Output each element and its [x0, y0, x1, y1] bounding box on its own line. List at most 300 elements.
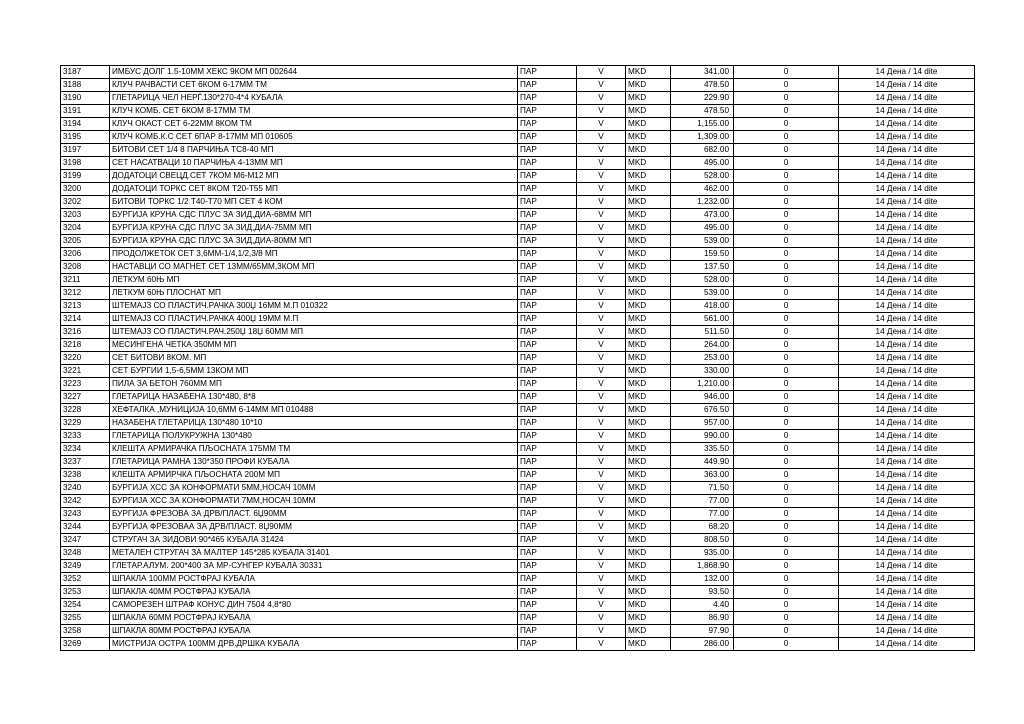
- price-cell: 1,210.00: [671, 378, 734, 391]
- currency-cell: MKD: [626, 417, 671, 430]
- payment-term-cell: 14 Дена / 14 dite: [839, 287, 975, 300]
- currency-cell: MKD: [626, 443, 671, 456]
- price-cell: 511.50: [671, 326, 734, 339]
- currency-cell: MKD: [626, 508, 671, 521]
- unit-cell: ПАР: [518, 625, 577, 638]
- price-cell: 478.50: [671, 79, 734, 92]
- price-cell: 253.00: [671, 352, 734, 365]
- tax-flag-cell: V: [577, 66, 626, 79]
- table-row: [61, 430, 975, 443]
- discount-cell: 0: [734, 118, 839, 131]
- discount-cell: 0: [734, 313, 839, 326]
- payment-term-cell: 14 Дена / 14 dite: [839, 131, 975, 144]
- tax-flag-cell: V: [577, 573, 626, 586]
- discount-cell: 0: [734, 560, 839, 573]
- price-list-sheet: [60, 65, 975, 651]
- table-row: [61, 300, 975, 313]
- table-row: [61, 118, 975, 131]
- item-name-cell: ШПАКЛА 60ММ РОСТФРАЈ КУБАЛА: [110, 612, 518, 625]
- discount-cell: 0: [734, 456, 839, 469]
- tax-flag-cell: V: [577, 235, 626, 248]
- unit-cell: ПАР: [518, 430, 577, 443]
- table-row: [61, 144, 975, 157]
- table-row: [61, 248, 975, 261]
- tax-flag-cell: V: [577, 417, 626, 430]
- item-name-cell: БУРГИЈА ФРЕЗОВАА ЗА ДРВ/ПЛАСТ. 8Џ90ММ: [110, 521, 518, 534]
- currency-cell: MKD: [626, 599, 671, 612]
- tax-flag-cell: V: [577, 443, 626, 456]
- item-name-cell: ШПАКЛА 100ММ РОСТФРАЈ КУБАЛА: [110, 573, 518, 586]
- table-row: [61, 625, 975, 638]
- table-row: [61, 235, 975, 248]
- payment-term-cell: 14 Дена / 14 dite: [839, 209, 975, 222]
- price-cell: 1,868.90: [671, 560, 734, 573]
- item-code-cell: 3253: [61, 586, 110, 599]
- unit-cell: ПАР: [518, 66, 577, 79]
- discount-cell: 0: [734, 430, 839, 443]
- price-cell: 946.00: [671, 391, 734, 404]
- price-cell: 528.00: [671, 170, 734, 183]
- payment-term-cell: 14 Дена / 14 dite: [839, 92, 975, 105]
- item-code-cell: 3216: [61, 326, 110, 339]
- tax-flag-cell: V: [577, 534, 626, 547]
- price-cell: 418.00: [671, 300, 734, 313]
- table-row: [61, 339, 975, 352]
- currency-cell: MKD: [626, 235, 671, 248]
- unit-cell: ПАР: [518, 404, 577, 417]
- payment-term-cell: 14 Дена / 14 dite: [839, 144, 975, 157]
- table-row: [61, 417, 975, 430]
- tax-flag-cell: V: [577, 222, 626, 235]
- payment-term-cell: 14 Дена / 14 dite: [839, 118, 975, 131]
- unit-cell: ПАР: [518, 326, 577, 339]
- table-row: [61, 469, 975, 482]
- currency-cell: MKD: [626, 196, 671, 209]
- payment-term-cell: 14 Дена / 14 dite: [839, 300, 975, 313]
- item-name-cell: НАСТАВЦИ СО МАГНЕТ СЕТ 13ММ/65ММ,3КОМ МП: [110, 261, 518, 274]
- payment-term-cell: 14 Дена / 14 dite: [839, 365, 975, 378]
- tax-flag-cell: V: [577, 313, 626, 326]
- price-cell: 495.00: [671, 222, 734, 235]
- item-name-cell: БИТОВИ ТОРКС 1/2 Т40-Т70 МП СЕТ 4 КОМ: [110, 196, 518, 209]
- tax-flag-cell: V: [577, 209, 626, 222]
- currency-cell: MKD: [626, 157, 671, 170]
- discount-cell: 0: [734, 534, 839, 547]
- unit-cell: ПАР: [518, 391, 577, 404]
- tax-flag-cell: V: [577, 92, 626, 105]
- discount-cell: 0: [734, 378, 839, 391]
- price-cell: 286.00: [671, 638, 734, 651]
- price-cell: 528.00: [671, 274, 734, 287]
- item-code-cell: 3206: [61, 248, 110, 261]
- payment-term-cell: 14 Дена / 14 dite: [839, 443, 975, 456]
- currency-cell: MKD: [626, 274, 671, 287]
- discount-cell: 0: [734, 222, 839, 235]
- payment-term-cell: 14 Дена / 14 dite: [839, 417, 975, 430]
- currency-cell: MKD: [626, 300, 671, 313]
- tax-flag-cell: V: [577, 612, 626, 625]
- currency-cell: MKD: [626, 118, 671, 131]
- item-name-cell: ГЛЕТАРИЦА ПОЛУКРУЖНА 130*480: [110, 430, 518, 443]
- unit-cell: ПАР: [518, 300, 577, 313]
- tax-flag-cell: V: [577, 118, 626, 131]
- item-name-cell: ГЛЕТАРИЦА ЧЕЛ НЕРЃ.130*270-4*4 КУБАЛА: [110, 92, 518, 105]
- discount-cell: 0: [734, 209, 839, 222]
- unit-cell: ПАР: [518, 248, 577, 261]
- payment-term-cell: 14 Дена / 14 dite: [839, 612, 975, 625]
- unit-cell: ПАР: [518, 144, 577, 157]
- unit-cell: ПАР: [518, 534, 577, 547]
- currency-cell: MKD: [626, 482, 671, 495]
- currency-cell: MKD: [626, 495, 671, 508]
- currency-cell: MKD: [626, 469, 671, 482]
- tax-flag-cell: V: [577, 170, 626, 183]
- tax-flag-cell: V: [577, 521, 626, 534]
- tax-flag-cell: V: [577, 560, 626, 573]
- discount-cell: 0: [734, 157, 839, 170]
- item-name-cell: СЕТ БИТОВИ 8КОМ. МП: [110, 352, 518, 365]
- payment-term-cell: 14 Дена / 14 dite: [839, 235, 975, 248]
- payment-term-cell: 14 Дена / 14 dite: [839, 105, 975, 118]
- table-row: [61, 638, 975, 651]
- unit-cell: ПАР: [518, 222, 577, 235]
- currency-cell: MKD: [626, 352, 671, 365]
- item-name-cell: БУРГИЈА ХСС ЗА КОНФОРМАТИ 5ММ,НОСАЧ 10ММ: [110, 482, 518, 495]
- item-code-cell: 3247: [61, 534, 110, 547]
- unit-cell: ПАР: [518, 261, 577, 274]
- unit-cell: ПАР: [518, 573, 577, 586]
- tax-flag-cell: V: [577, 482, 626, 495]
- price-cell: 77.00: [671, 508, 734, 521]
- unit-cell: ПАР: [518, 235, 577, 248]
- table-row: [61, 365, 975, 378]
- discount-cell: 0: [734, 599, 839, 612]
- item-name-cell: КЛУЧ КОМБ. СЕТ 6КОМ 8-17ММ ТМ: [110, 105, 518, 118]
- item-name-cell: КЛЕШТА АРМИРАЧКА ПЉОСНАТА 175ММ ТМ: [110, 443, 518, 456]
- item-code-cell: 3187: [61, 66, 110, 79]
- tax-flag-cell: V: [577, 586, 626, 599]
- item-code-cell: 3244: [61, 521, 110, 534]
- item-code-cell: 3218: [61, 339, 110, 352]
- discount-cell: 0: [734, 235, 839, 248]
- table-row: [61, 404, 975, 417]
- item-name-cell: САМОРЕЗЕН ШТРАФ КОНУС ДИН 7504 4,8*80: [110, 599, 518, 612]
- currency-cell: MKD: [626, 547, 671, 560]
- tax-flag-cell: V: [577, 638, 626, 651]
- discount-cell: 0: [734, 612, 839, 625]
- unit-cell: ПАР: [518, 157, 577, 170]
- discount-cell: 0: [734, 274, 839, 287]
- tax-flag-cell: V: [577, 196, 626, 209]
- currency-cell: MKD: [626, 378, 671, 391]
- table-row: [61, 170, 975, 183]
- table-row: [61, 534, 975, 547]
- price-cell: 682.00: [671, 144, 734, 157]
- item-code-cell: 3238: [61, 469, 110, 482]
- item-name-cell: ПРОДОЛЖЕТОК СЕТ 3,6ММ-1/4,1/2,3/8 МП: [110, 248, 518, 261]
- item-name-cell: ШТЕМАЈЗ СО ПЛАСТИЧ.РАЧКА 300Џ 16ММ М.П 010322: [110, 300, 518, 313]
- tax-flag-cell: V: [577, 599, 626, 612]
- payment-term-cell: 14 Дена / 14 dite: [839, 638, 975, 651]
- payment-term-cell: 14 Дена / 14 dite: [839, 547, 975, 560]
- unit-cell: ПАР: [518, 92, 577, 105]
- tax-flag-cell: V: [577, 495, 626, 508]
- item-code-cell: 3191: [61, 105, 110, 118]
- price-cell: 97.90: [671, 625, 734, 638]
- tax-flag-cell: V: [577, 469, 626, 482]
- item-name-cell: БУРГИЈА КРУНА СДС ПЛУС ЗА ЗИД,ДИА-80ММ МП: [110, 235, 518, 248]
- item-code-cell: 3227: [61, 391, 110, 404]
- payment-term-cell: 14 Дена / 14 dite: [839, 508, 975, 521]
- unit-cell: ПАР: [518, 313, 577, 326]
- payment-term-cell: 14 Дена / 14 dite: [839, 378, 975, 391]
- tax-flag-cell: V: [577, 391, 626, 404]
- item-code-cell: 3220: [61, 352, 110, 365]
- item-name-cell: БУРГИЈА КРУНА СДС ПЛУС ЗА ЗИД,ДИА-68ММ МП: [110, 209, 518, 222]
- item-code-cell: 3255: [61, 612, 110, 625]
- unit-cell: ПАР: [518, 105, 577, 118]
- unit-cell: ПАР: [518, 287, 577, 300]
- price-cell: 539.00: [671, 235, 734, 248]
- tax-flag-cell: V: [577, 352, 626, 365]
- price-list-body: [61, 66, 975, 651]
- discount-cell: 0: [734, 547, 839, 560]
- discount-cell: 0: [734, 339, 839, 352]
- tax-flag-cell: V: [577, 287, 626, 300]
- item-code-cell: 3204: [61, 222, 110, 235]
- item-name-cell: ШТЕМАЈЗ СО ПЛАСТИЧ.РАЧКА 400Џ 19ММ М.П: [110, 313, 518, 326]
- discount-cell: 0: [734, 638, 839, 651]
- item-code-cell: 3195: [61, 131, 110, 144]
- payment-term-cell: 14 Дена / 14 dite: [839, 79, 975, 92]
- discount-cell: 0: [734, 79, 839, 92]
- payment-term-cell: 14 Дена / 14 dite: [839, 196, 975, 209]
- tax-flag-cell: V: [577, 79, 626, 92]
- item-name-cell: БУРГИЈА ХСС ЗА КОНФОРМАТИ 7ММ,НОСАЧ 10ММ: [110, 495, 518, 508]
- table-row: [61, 105, 975, 118]
- currency-cell: MKD: [626, 170, 671, 183]
- discount-cell: 0: [734, 261, 839, 274]
- unit-cell: ПАР: [518, 586, 577, 599]
- unit-cell: ПАР: [518, 443, 577, 456]
- discount-cell: 0: [734, 586, 839, 599]
- payment-term-cell: 14 Дена / 14 dite: [839, 326, 975, 339]
- unit-cell: ПАР: [518, 365, 577, 378]
- payment-term-cell: 14 Дена / 14 dite: [839, 339, 975, 352]
- tax-flag-cell: V: [577, 274, 626, 287]
- item-name-cell: ДОДАТОЦИ ТОРКС СЕТ 8КОМ Т20-Т55 МП: [110, 183, 518, 196]
- price-cell: 363.00: [671, 469, 734, 482]
- item-code-cell: 3228: [61, 404, 110, 417]
- payment-term-cell: 14 Дена / 14 dite: [839, 170, 975, 183]
- item-code-cell: 3212: [61, 287, 110, 300]
- currency-cell: MKD: [626, 339, 671, 352]
- payment-term-cell: 14 Дена / 14 dite: [839, 404, 975, 417]
- discount-cell: 0: [734, 495, 839, 508]
- tax-flag-cell: V: [577, 300, 626, 313]
- price-cell: 561.00: [671, 313, 734, 326]
- discount-cell: 0: [734, 508, 839, 521]
- unit-cell: ПАР: [518, 196, 577, 209]
- payment-term-cell: 14 Дена / 14 dite: [839, 521, 975, 534]
- price-list-table: [60, 65, 975, 651]
- item-code-cell: 3234: [61, 443, 110, 456]
- payment-term-cell: 14 Дена / 14 dite: [839, 625, 975, 638]
- price-cell: 341.00: [671, 66, 734, 79]
- tax-flag-cell: V: [577, 131, 626, 144]
- price-cell: 676.50: [671, 404, 734, 417]
- price-cell: 159.50: [671, 248, 734, 261]
- unit-cell: ПАР: [518, 417, 577, 430]
- table-row: [61, 612, 975, 625]
- item-code-cell: 3197: [61, 144, 110, 157]
- item-name-cell: ГЛЕТАРИЦА НАЗАБЕНА 130*480, 8*8: [110, 391, 518, 404]
- currency-cell: MKD: [626, 365, 671, 378]
- currency-cell: MKD: [626, 573, 671, 586]
- item-name-cell: ЛЕТКУМ 60Њ ПЛОСНАТ МП: [110, 287, 518, 300]
- payment-term-cell: 14 Дена / 14 dite: [839, 534, 975, 547]
- unit-cell: ПАР: [518, 79, 577, 92]
- item-code-cell: 3199: [61, 170, 110, 183]
- table-row: [61, 274, 975, 287]
- currency-cell: MKD: [626, 612, 671, 625]
- item-name-cell: КЛЕШТА АРМИРЧКА ПЉОСНАТА 200М МП: [110, 469, 518, 482]
- unit-cell: ПАР: [518, 638, 577, 651]
- price-cell: 330.00: [671, 365, 734, 378]
- currency-cell: MKD: [626, 456, 671, 469]
- discount-cell: 0: [734, 300, 839, 313]
- unit-cell: ПАР: [518, 378, 577, 391]
- discount-cell: 0: [734, 573, 839, 586]
- price-cell: 1,232.00: [671, 196, 734, 209]
- item-name-cell: ГЛЕТАР.АЛУМ. 200*400 ЗА МР-СУНГЕР КУБАЛА 30331: [110, 560, 518, 573]
- payment-term-cell: 14 Дена / 14 dite: [839, 66, 975, 79]
- unit-cell: ПАР: [518, 521, 577, 534]
- payment-term-cell: 14 Дена / 14 dite: [839, 456, 975, 469]
- tax-flag-cell: V: [577, 326, 626, 339]
- currency-cell: MKD: [626, 430, 671, 443]
- tax-flag-cell: V: [577, 404, 626, 417]
- unit-cell: ПАР: [518, 183, 577, 196]
- tax-flag-cell: V: [577, 157, 626, 170]
- item-name-cell: МЕСИНГЕНА ЧЕТКА 350ММ МП: [110, 339, 518, 352]
- item-code-cell: 3269: [61, 638, 110, 651]
- item-code-cell: 3252: [61, 573, 110, 586]
- item-name-cell: МИСТРИЈА ОСТРА 100ММ ДРВ.ДРШКА КУБАЛА: [110, 638, 518, 651]
- price-cell: 86.90: [671, 612, 734, 625]
- tax-flag-cell: V: [577, 365, 626, 378]
- item-code-cell: 3200: [61, 183, 110, 196]
- unit-cell: ПАР: [518, 599, 577, 612]
- currency-cell: MKD: [626, 92, 671, 105]
- discount-cell: 0: [734, 287, 839, 300]
- unit-cell: ПАР: [518, 469, 577, 482]
- table-row: [61, 157, 975, 170]
- price-cell: 77.00: [671, 495, 734, 508]
- price-cell: 229.90: [671, 92, 734, 105]
- unit-cell: ПАР: [518, 482, 577, 495]
- unit-cell: ПАР: [518, 612, 577, 625]
- unit-cell: ПАР: [518, 456, 577, 469]
- discount-cell: 0: [734, 66, 839, 79]
- currency-cell: MKD: [626, 261, 671, 274]
- payment-term-cell: 14 Дена / 14 dite: [839, 586, 975, 599]
- currency-cell: MKD: [626, 404, 671, 417]
- item-name-cell: ПИЛА ЗА БЕТОН 760ММ МП: [110, 378, 518, 391]
- currency-cell: MKD: [626, 209, 671, 222]
- currency-cell: MKD: [626, 521, 671, 534]
- table-row: [61, 508, 975, 521]
- table-row: [61, 456, 975, 469]
- item-name-cell: ШПАКЛА 80ММ РОСТФРАЈ КУБАЛА: [110, 625, 518, 638]
- price-cell: 132.00: [671, 573, 734, 586]
- price-cell: 68.20: [671, 521, 734, 534]
- item-code-cell: 3240: [61, 482, 110, 495]
- price-cell: 1,309.00: [671, 131, 734, 144]
- item-name-cell: СТРУГАЧ ЗА ЗИДОВИ 90*465 КУБАЛА 31424: [110, 534, 518, 547]
- currency-cell: MKD: [626, 248, 671, 261]
- discount-cell: 0: [734, 183, 839, 196]
- price-cell: 264.00: [671, 339, 734, 352]
- currency-cell: MKD: [626, 534, 671, 547]
- price-cell: 93.50: [671, 586, 734, 599]
- price-cell: 478.50: [671, 105, 734, 118]
- item-name-cell: МЕТАЛЕН СТРУГАЧ ЗА МАЛТЕР 145*285 КУБАЛА 31401: [110, 547, 518, 560]
- table-row: [61, 196, 975, 209]
- item-name-cell: БУРГИЈА КРУНА СДС ПЛУС ЗА ЗИД,ДИА-75ММ МП: [110, 222, 518, 235]
- unit-cell: ПАР: [518, 508, 577, 521]
- item-code-cell: 3221: [61, 365, 110, 378]
- discount-cell: 0: [734, 170, 839, 183]
- item-code-cell: 3203: [61, 209, 110, 222]
- currency-cell: MKD: [626, 625, 671, 638]
- price-cell: 1,155.00: [671, 118, 734, 131]
- currency-cell: MKD: [626, 586, 671, 599]
- item-code-cell: 3198: [61, 157, 110, 170]
- price-cell: 935.00: [671, 547, 734, 560]
- discount-cell: 0: [734, 352, 839, 365]
- currency-cell: MKD: [626, 144, 671, 157]
- currency-cell: MKD: [626, 66, 671, 79]
- discount-cell: 0: [734, 92, 839, 105]
- table-row: [61, 287, 975, 300]
- currency-cell: MKD: [626, 326, 671, 339]
- unit-cell: ПАР: [518, 170, 577, 183]
- table-row: [61, 573, 975, 586]
- discount-cell: 0: [734, 248, 839, 261]
- tax-flag-cell: V: [577, 144, 626, 157]
- payment-term-cell: 14 Дена / 14 dite: [839, 482, 975, 495]
- discount-cell: 0: [734, 417, 839, 430]
- price-cell: 957.00: [671, 417, 734, 430]
- item-name-cell: СЕТ НАСАТВАЦИ 10 ПАРЧИЊА 4-13ММ МП: [110, 157, 518, 170]
- item-code-cell: 3188: [61, 79, 110, 92]
- unit-cell: ПАР: [518, 131, 577, 144]
- item-code-cell: 3223: [61, 378, 110, 391]
- currency-cell: MKD: [626, 391, 671, 404]
- item-name-cell: КЛУЧ ОКАСТ СЕТ 6-22ММ 8КОМ ТМ: [110, 118, 518, 131]
- table-row: [61, 599, 975, 612]
- payment-term-cell: 14 Дена / 14 dite: [839, 560, 975, 573]
- tax-flag-cell: V: [577, 547, 626, 560]
- payment-term-cell: 14 Дена / 14 dite: [839, 183, 975, 196]
- item-code-cell: 3233: [61, 430, 110, 443]
- table-row: [61, 378, 975, 391]
- table-row: [61, 326, 975, 339]
- payment-term-cell: 14 Дена / 14 dite: [839, 391, 975, 404]
- item-name-cell: БУРГИЈА ФРЕЗОВА ЗА ДРВ/ПЛАСТ. 6Џ90ММ: [110, 508, 518, 521]
- unit-cell: ПАР: [518, 495, 577, 508]
